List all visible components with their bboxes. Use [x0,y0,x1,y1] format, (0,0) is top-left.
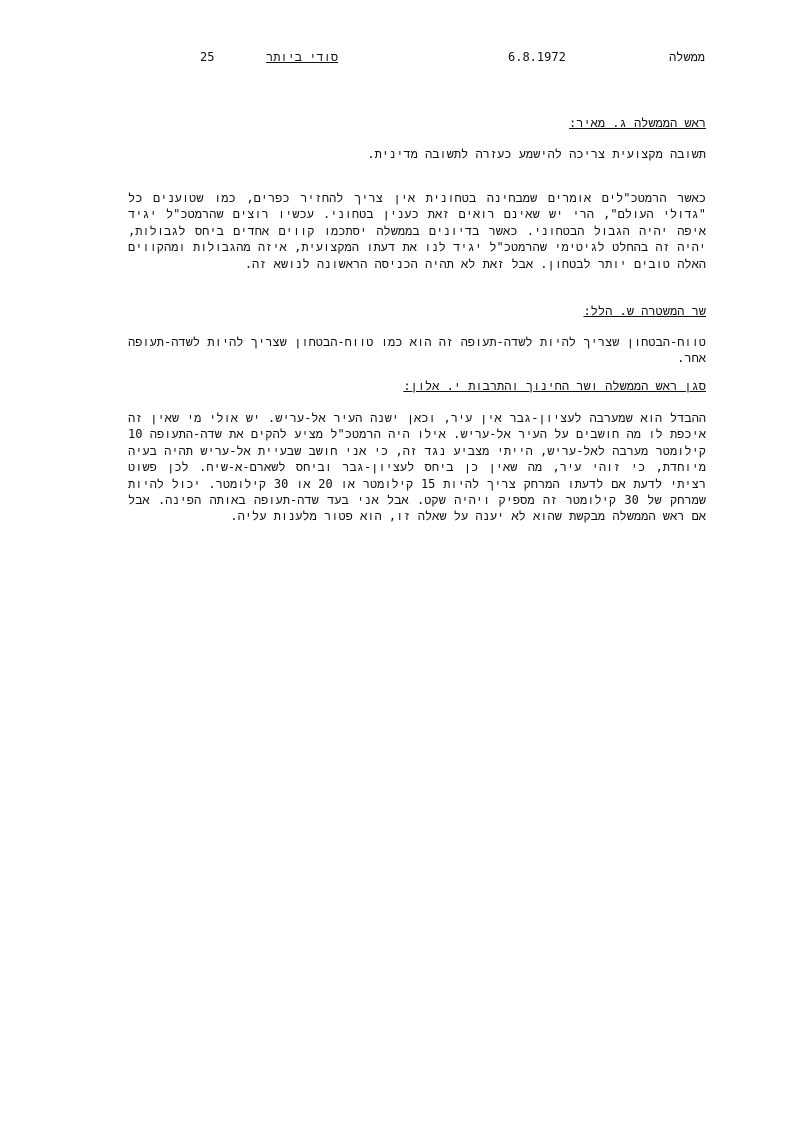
speech-paragraph: ההבדל הוא שמערבה לעציון-גבר אין עיר, וכאן ישנה העיר אל-עריש. יש אולי מי שאין זה איכפת לו מה חושבים על העיר אל-עריש. אילו היה הרמטכ"ל מציע להקים את שדה-התעופה 10 קילומטר מערבה לאל-עריש, הייתי מצביע נגד זה, כי אני חושב שבעיית אל-עריש תהיה בעיה מיוחדת, כי זוהי עיר, מה שאין כן ביחס לעציון-גבר וביחס לשארם-א-שיח. לכן פשוט רציתי לדעת אם לדעתו המרחק צריך להיות 15 קילומטר או 20 או 30 קילומטר. יכול להיות שמרחק של 30 קילומטר זה מספיק ויהיה שקט. אבל אני בעד שדה-תעופה באותה הפינה. אבל אם ראש הממשלה מבקשת שהוא לא יענה על שאלה זו, הוא פטור מלענות עליה. [128,411,707,524]
speaker-heading: ראש הממשלה ג. מאיר: [569,116,706,130]
issuing-body: ממשלה [668,50,705,64]
document-date: 6.8.1972 [508,50,566,64]
speaker-heading: סגן ראש הממשלה ושר החינוך והתרבות י. אלון: [403,379,706,393]
classification-marking: סודי ביותר [266,50,339,64]
speech-paragraph: טווח-הבטחון שצריך להיות לשדה-תעופה זה הוא כמו טווח-הבטחון שצריך להיות לשדה-תעופה אחר. [128,335,706,366]
speech-paragraph: תשובה מקצועית צריכה להישמע כעזרה לתשובה מדינית. [367,147,706,161]
speech-paragraph: כאשר הרמטכ"לים אומרים שמבחינה בטחונית אין צריך להחזיר כפרים, כמו שטוענים כל "גדולי העולם", הרי יש שאינם רואים זאת כענין בטחוני. עכשיו רוצים שהרמטכ"ל יגיד איפה יהיה הגבול הבטחוני. כאשר בדיונים בממשלה יסתכמו קווים אחדים ביחס לגבולות, יהיה זה בהחלט לגיטימי שהרמטכ"ל יגיד לנו את דעתו המקצועית, איזה מהגבולות ומהקווים האלה טובים יותר לבטחון. אבל זאת לא תהיה הכניסה הראשונה לנושא זה. [128,191,706,271]
speaker-heading: שר המשטרה ש. הלל: [583,304,706,318]
page-number: 25 [200,50,215,64]
